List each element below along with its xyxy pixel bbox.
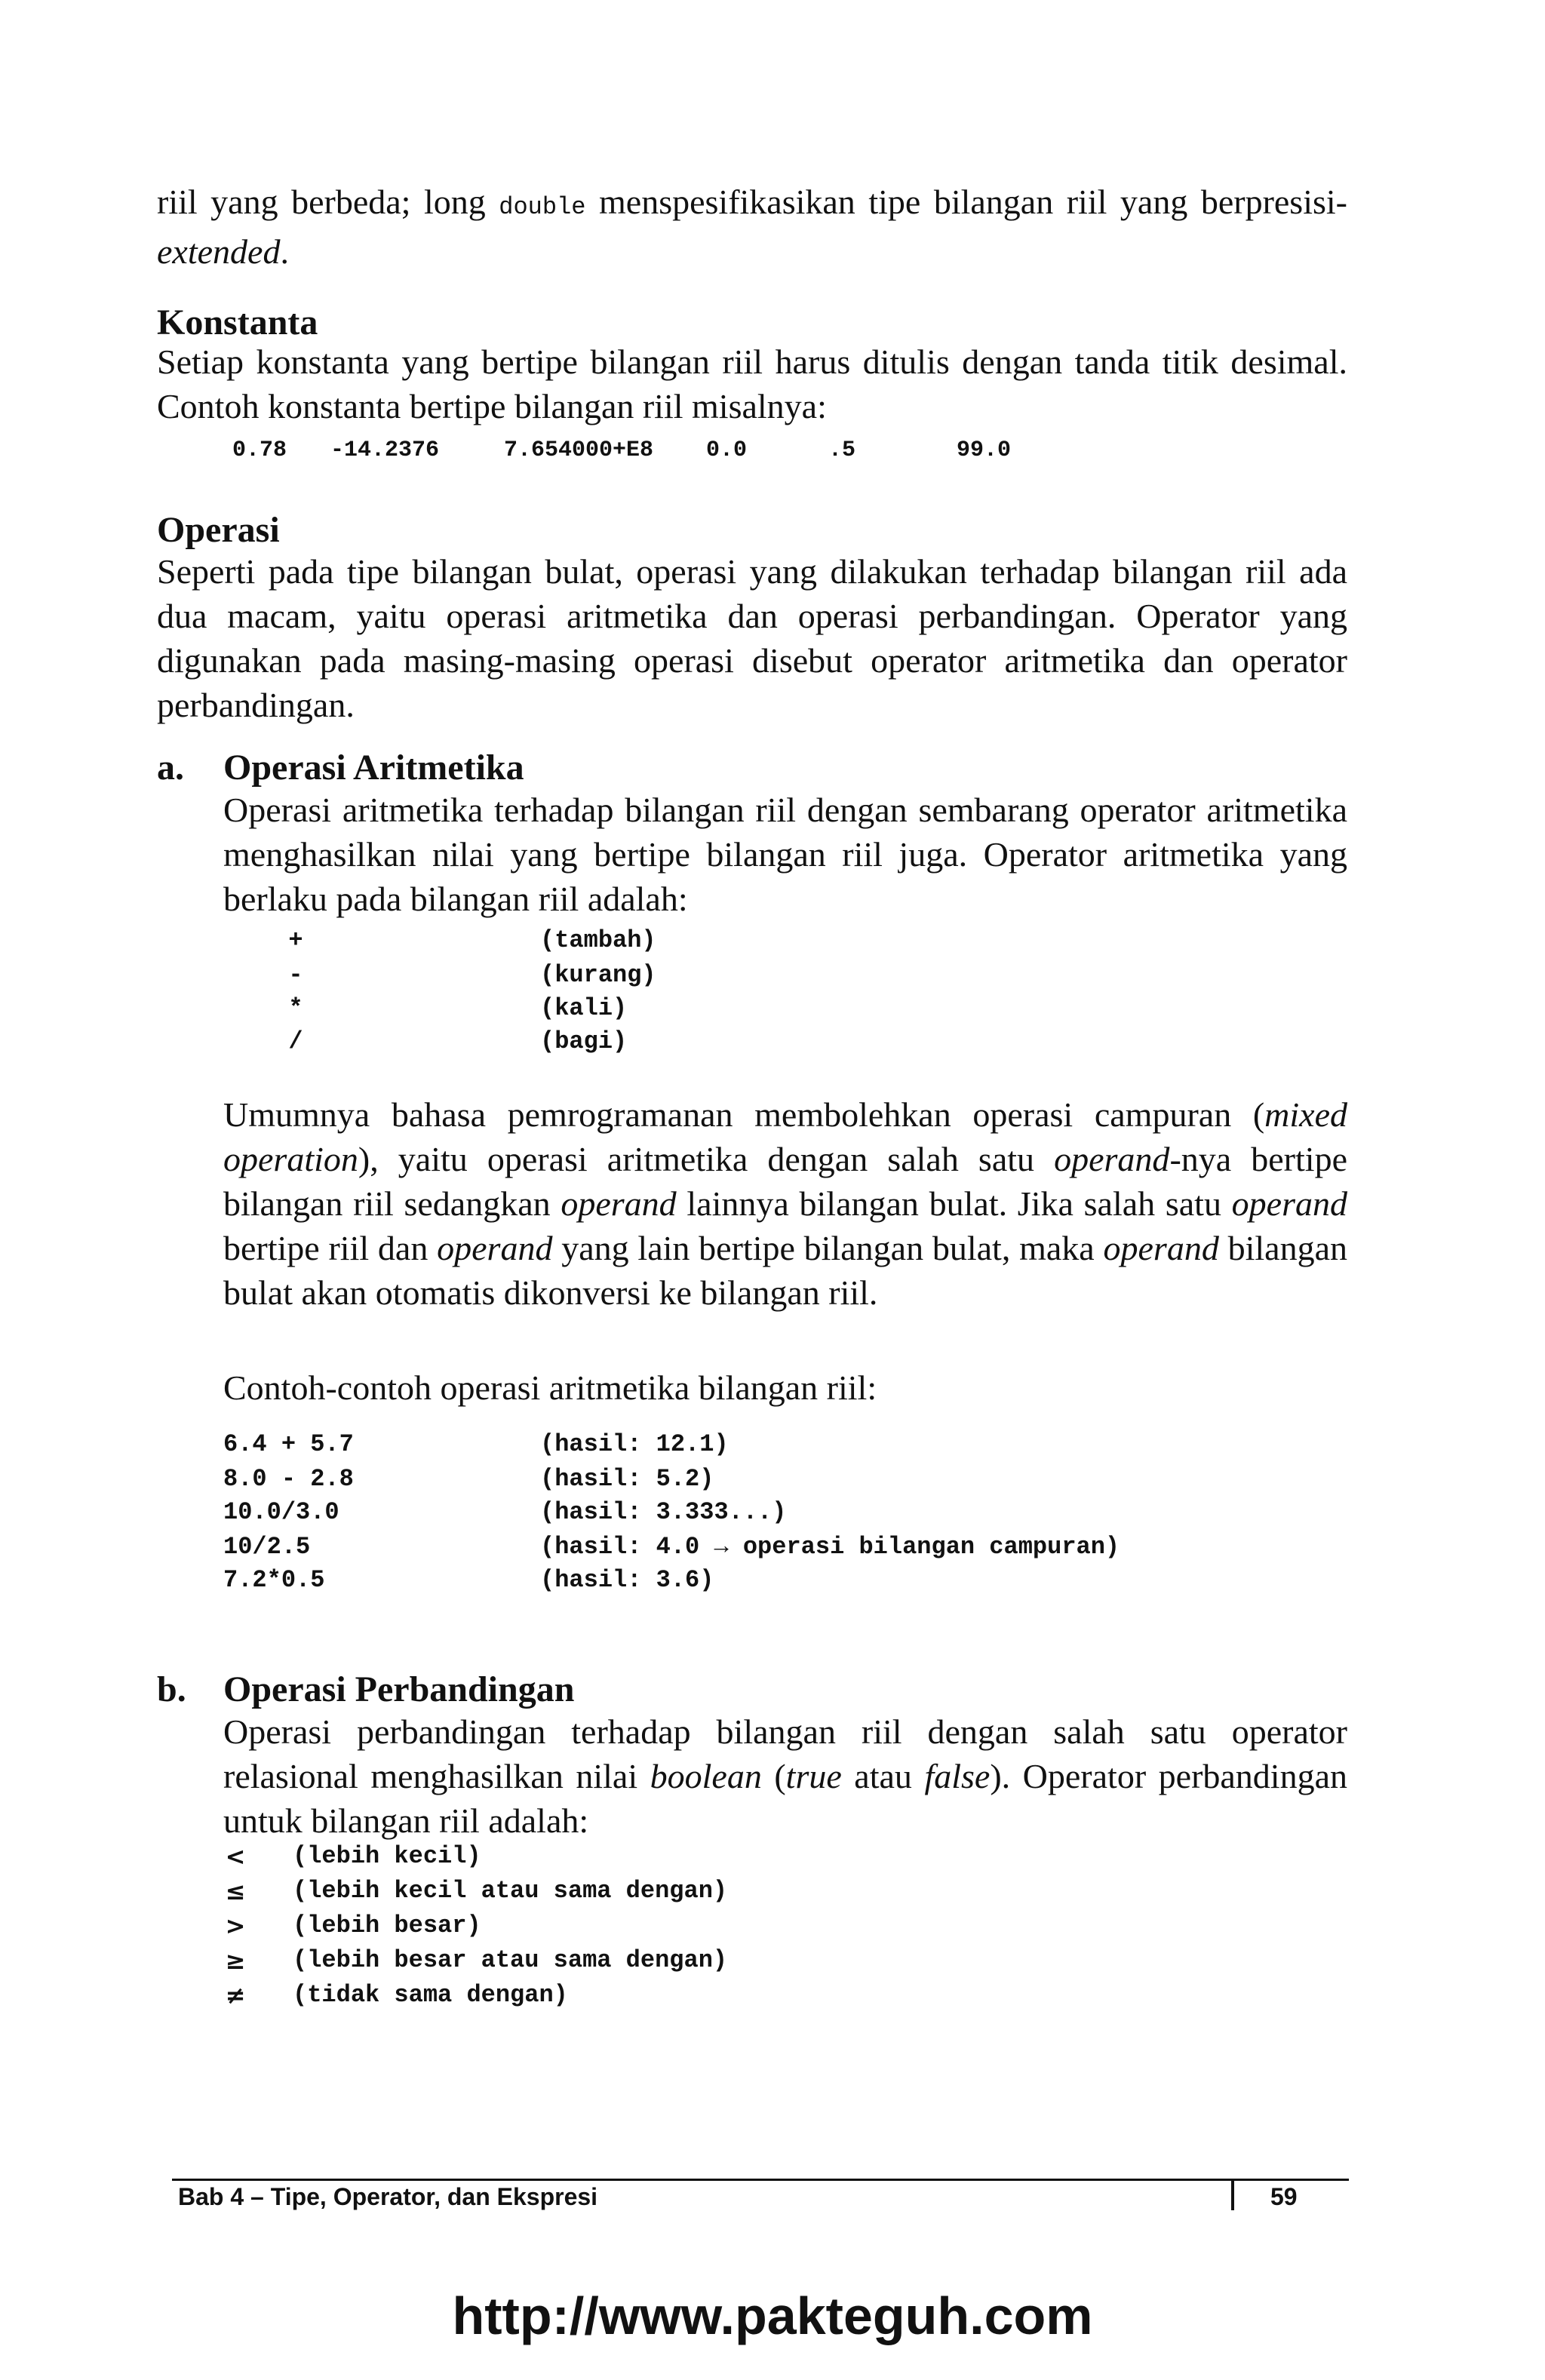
constant-example: 7.654000+E8	[504, 438, 654, 463]
campuran-text: ), yaitu operasi aritmetika dengan salah satu	[358, 1140, 1055, 1178]
example-expr: 6.4 + 5.7	[223, 1430, 354, 1458]
campuran-text: lainnya bilangan bulat. Jika salah satu	[676, 1184, 1232, 1223]
relational-desc: (lebih kecil)	[293, 1842, 481, 1870]
campuran-italic: operand	[1231, 1184, 1347, 1223]
relational-symbol: <	[225, 1842, 246, 1871]
perbandingan-italic: boolean	[650, 1757, 762, 1795]
footer-divider	[1231, 2179, 1234, 2210]
example-result: (hasil: 3.6)	[540, 1566, 714, 1594]
intro-text-3: .	[280, 232, 289, 271]
example-result: (hasil: 5.2)	[540, 1465, 714, 1493]
example-expr: 10.0/3.0	[223, 1498, 339, 1526]
campuran-text: bilangan bulat akan otomatis dikonversi ke bilangan riil.	[223, 1229, 1347, 1312]
operator-desc: (kurang)	[540, 961, 656, 989]
campuran-italic: operand	[561, 1184, 677, 1223]
footer-chapter: Bab 4 – Tipe, Operator, dan Ekspresi	[178, 2183, 598, 2210]
campuran-text: bertipe riil dan	[223, 1229, 438, 1267]
example-expr: 8.0 - 2.8	[223, 1465, 354, 1493]
relational-desc: (lebih besar atau sama dengan)	[293, 1946, 728, 1974]
example-result: (hasil: 3.333...)	[540, 1498, 787, 1526]
campuran-italic: operand	[437, 1229, 553, 1267]
operasi-heading: Operasi	[157, 510, 280, 550]
page-number: 59	[1270, 2183, 1298, 2210]
campuran-italic: mixed operation	[223, 1095, 1347, 1178]
konstanta-heading: Konstanta	[157, 302, 318, 342]
perbandingan-text: ). Operator perbandingan untuk bilangan riil adalah:	[223, 1757, 1348, 1840]
konstanta-text: Setiap konstanta yang bertipe bilangan riil harus ditulis dengan tanda titik desimal. Contoh konstanta bertipe bilangan riil misalnya:	[157, 342, 1347, 425]
constant-example: 99.0	[957, 438, 1012, 463]
footer-rule	[172, 2179, 1349, 2181]
relational-symbol: ≤	[225, 1877, 246, 1906]
constant-example: .5	[828, 438, 856, 463]
constant-example: -14.2376	[330, 438, 440, 463]
operasi-text: Seperti pada tipe bilangan bulat, operasi yang dilakukan terhadap bilangan riil ada dua macam, yaitu operasi aritmetika dan operasi perbandingan. Operator yang digunakan pada masing-masing operasi disebut operator aritmetika dan operator perbandingan.	[157, 552, 1347, 724]
relational-desc: (lebih kecil atau sama dengan)	[293, 1877, 728, 1905]
relational-symbol: >	[225, 1912, 246, 1940]
perbandingan-italic: true	[785, 1757, 842, 1795]
campuran-italic: operand	[1054, 1140, 1170, 1178]
perbandingan-italic: false	[924, 1757, 991, 1795]
perbandingan-heading: Operasi Perbandingan	[223, 1669, 575, 1709]
aritmetika-heading: Operasi Aritmetika	[223, 748, 524, 788]
campuran-text: yang lain bertipe bilangan bulat, maka	[552, 1229, 1104, 1267]
constant-example: 0.78	[232, 438, 287, 463]
intro-italic: extended	[157, 232, 281, 271]
campuran-italic: operand	[1103, 1229, 1219, 1267]
operator-symbol: /	[288, 1027, 303, 1055]
constant-example: 0.0	[706, 438, 748, 463]
perbandingan-label: b.	[157, 1669, 186, 1709]
operator-desc: (tambah)	[540, 926, 656, 954]
relational-desc: (tidak sama dengan)	[293, 1981, 568, 2009]
operator-symbol: *	[288, 994, 303, 1022]
aritmetika-label: a.	[157, 748, 184, 788]
operator-desc: (bagi)	[540, 1027, 628, 1055]
operator-symbol: +	[288, 926, 303, 954]
example-expr: 7.2*0.5	[223, 1566, 325, 1594]
example-expr: 10/2.5	[223, 1533, 311, 1561]
perbandingan-text: (	[761, 1757, 786, 1795]
aritmetika-text: Operasi aritmetika terhadap bilangan riil dengan sembarang operator aritmetika menghasilkan nilai yang bertipe bilangan riil juga. Operator aritmetika yang berlaku pada bilangan riil adalah:	[223, 791, 1347, 918]
perbandingan-text: atau	[841, 1757, 925, 1795]
relational-symbol: ≠	[225, 1981, 246, 2010]
example-result: (hasil: 12.1)	[540, 1430, 729, 1458]
intro-text-1: riil yang berbeda; long	[157, 183, 499, 221]
intro-code: double	[499, 193, 586, 221]
operator-desc: (kali)	[540, 994, 628, 1022]
intro-paragraph	[157, 180, 1347, 274]
intro-text-2: menspesifikasikan tipe bilangan riil yang berpresisi-	[585, 183, 1347, 221]
contoh-heading: Contoh-contoh operasi aritmetika bilangan riil:	[223, 1368, 877, 1407]
campuran-text: -nya bertipe bilangan riil sedangkan	[223, 1140, 1347, 1223]
perbandingan-paragraph	[223, 1709, 1347, 1843]
example-result: (hasil: 4.0 → operasi bilangan campuran)	[540, 1533, 1120, 1561]
perbandingan-text: Operasi perbandingan terhadap bilangan riil dengan salah satu operator relasional menghasilkan nilai	[223, 1712, 1347, 1795]
relational-symbol: ≥	[225, 1946, 246, 1975]
campuran-text: Umumnya bahasa pemrogramanan membolehkan operasi campuran (	[223, 1095, 1265, 1134]
operator-symbol: -	[288, 961, 303, 989]
campuran-paragraph	[223, 1092, 1347, 1315]
relational-desc: (lebih besar)	[293, 1912, 481, 1939]
watermark-url[interactable]: http://www.pakteguh.com	[452, 2286, 1093, 2345]
